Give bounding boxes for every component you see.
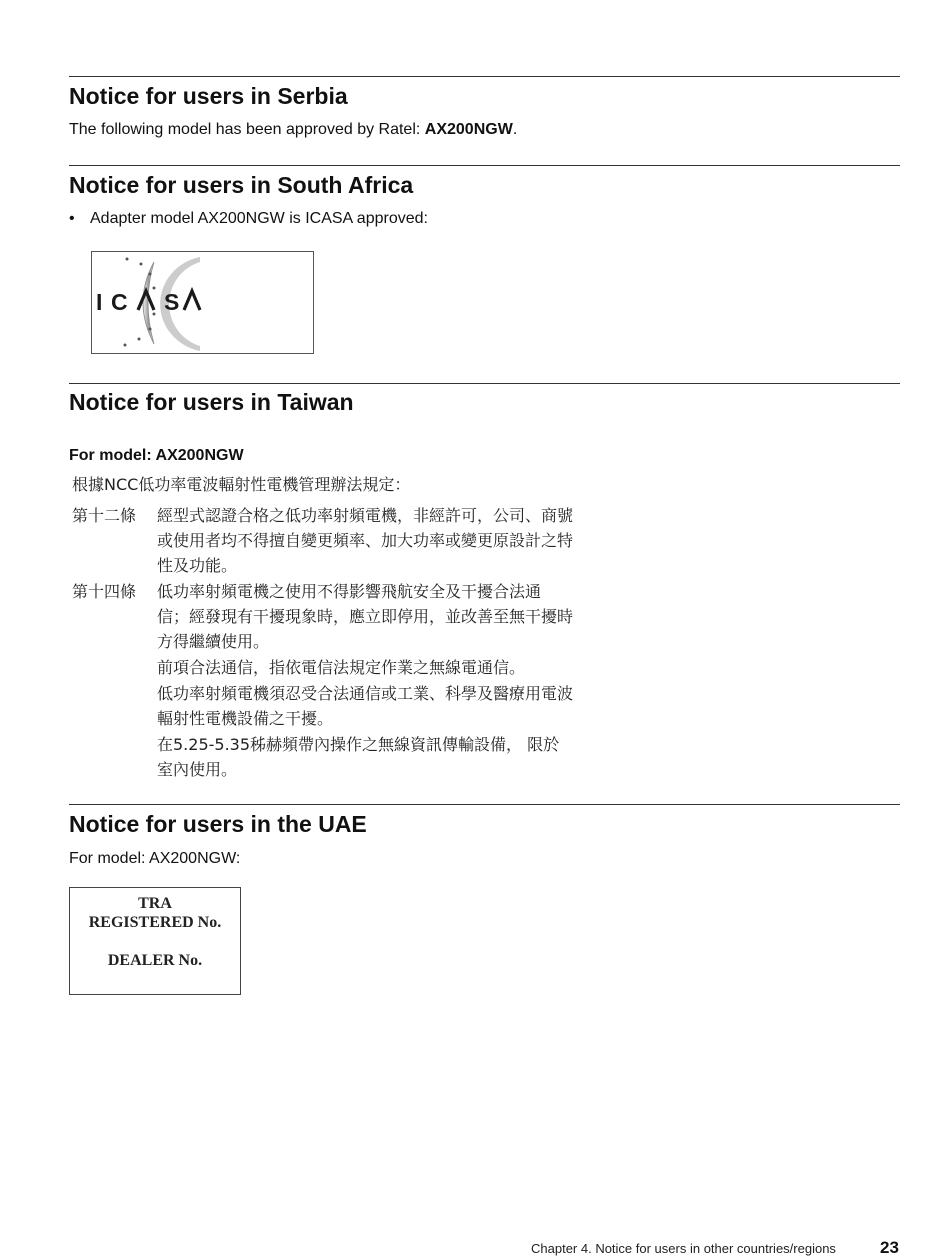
section-divider bbox=[69, 76, 900, 77]
taiwan-article-14-line: 低功率射頻電機之使用不得影響飛航安全及干擾合法通 bbox=[157, 582, 542, 601]
serbia-text bbox=[69, 120, 517, 140]
taiwan-article-12-label: 第十二條 bbox=[72, 506, 137, 525]
taiwan-heading: Notice for users in Taiwan bbox=[69, 389, 354, 415]
svg-text:C: C bbox=[111, 289, 128, 315]
icasa-logo-icon bbox=[92, 252, 313, 353]
tra-registration-box bbox=[69, 887, 241, 995]
taiwan-article-12-line: 經型式認證合格之低功率射頻電機，非經許可，公司、商號 bbox=[157, 506, 574, 525]
uae-heading: Notice for users in the UAE bbox=[69, 811, 367, 837]
tra-registered-label: REGISTERED No. bbox=[88, 914, 222, 931]
section-divider bbox=[69, 804, 900, 805]
taiwan-article-14-line: 在5.25-5.35秭赫頻帶內操作之無線資訊傳輸設備， 限於 bbox=[157, 735, 560, 754]
serbia-text-after: . bbox=[512, 121, 518, 138]
footer-chapter: Chapter 4. Notice for users in other countries/regions bbox=[531, 1241, 836, 1256]
taiwan-article-14-line: 方得繼續使用。 bbox=[157, 632, 270, 651]
taiwan-article-14-line: 低功率射頻電機須忍受合法通信或工業、科學及醫療用電波 bbox=[157, 684, 574, 703]
serbia-text-before: The following model has been approved by Ratel: bbox=[69, 121, 425, 138]
tra-label: TRA bbox=[138, 895, 172, 912]
taiwan-for-model: For model: AX200NGW bbox=[69, 447, 244, 464]
svg-text:S: S bbox=[164, 289, 180, 315]
taiwan-article-12-line: 或使用者均不得擅自變更頻率、加大功率或變更原設計之特 bbox=[157, 531, 574, 550]
uae-for-model: For model: AX200NGW: bbox=[69, 850, 241, 867]
taiwan-article-14-line: 前項合法通信，指依電信法規定作業之無線電通信。 bbox=[157, 658, 526, 677]
section-divider bbox=[69, 165, 900, 166]
tra-dealer-label: DEALER No. bbox=[107, 952, 203, 969]
serbia-heading: Notice for users in Serbia bbox=[69, 83, 348, 109]
south-africa-heading: Notice for users in South Africa bbox=[69, 172, 414, 198]
taiwan-ncc-intro: 根據NCC低功率電波輻射性電機管理辦法規定： bbox=[72, 475, 411, 494]
bullet-icon: • bbox=[69, 210, 75, 227]
taiwan-article-14-label: 第十四條 bbox=[72, 582, 137, 601]
south-africa-bullet-text: Adapter model AX200NGW is ICASA approved: bbox=[90, 210, 428, 227]
icasa-logo bbox=[91, 251, 314, 354]
page-number: 23 bbox=[880, 1238, 899, 1257]
taiwan-article-14-line: 信；經發現有干擾現象時，應立即停用，並改善至無干擾時 bbox=[157, 607, 574, 626]
taiwan-article-12-line: 性及功能。 bbox=[157, 556, 238, 575]
svg-text:I: I bbox=[96, 289, 103, 315]
taiwan-article-14-line: 輻射性電機設備之干擾。 bbox=[157, 709, 334, 728]
serbia-model: AX200NGW bbox=[424, 121, 513, 138]
section-divider bbox=[69, 383, 900, 384]
taiwan-article-14-line: 室內使用。 bbox=[157, 760, 238, 779]
